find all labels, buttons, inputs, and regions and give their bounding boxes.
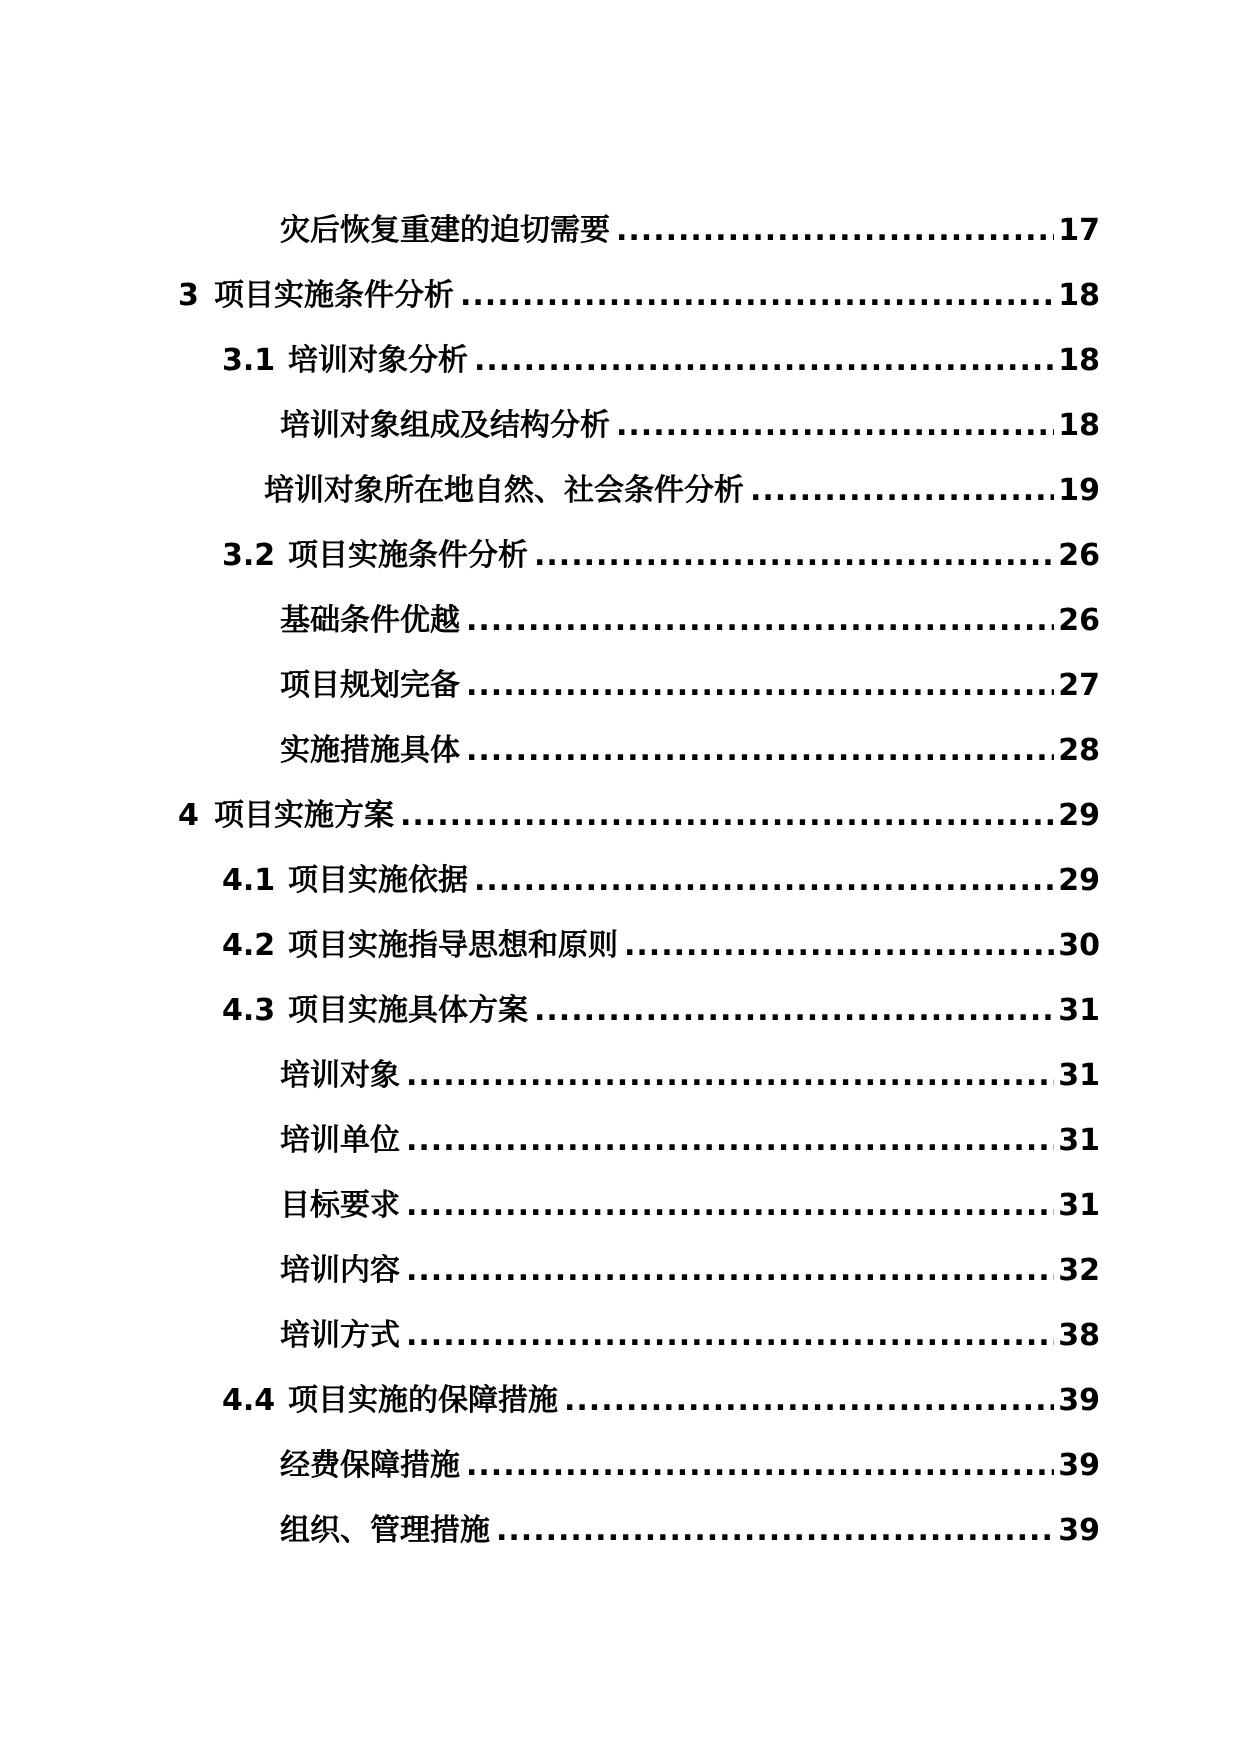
toc-leader-dots — [460, 278, 1054, 314]
toc-entry-label: 目标要求 — [280, 1188, 400, 1223]
toc-entry-label: 培训对象组成及结构分析 — [280, 408, 610, 443]
toc-page-number: 31 — [1058, 1058, 1100, 1093]
toc-page-number: 26 — [1058, 603, 1100, 638]
toc-entry[interactable] — [0, 379, 1241, 444]
toc-entry[interactable] — [0, 1289, 1241, 1354]
toc-section-number: 4.2 — [222, 928, 276, 963]
toc-page-number: 26 — [1058, 538, 1100, 573]
toc-leader-dots — [616, 213, 1054, 249]
toc-page-number: 29 — [1058, 798, 1100, 833]
toc-entry[interactable] — [0, 1159, 1241, 1224]
toc-leader-dots — [466, 1448, 1054, 1484]
toc-section-number: 3.1 — [222, 343, 276, 378]
toc-entry-label: 培训对象所在地自然、社会条件分析 — [264, 473, 744, 508]
toc-entry-label: 培训内容 — [280, 1253, 400, 1288]
toc-leader-dots — [406, 1253, 1054, 1289]
toc-leader-dots — [624, 928, 1054, 964]
toc-entry[interactable] — [0, 1029, 1241, 1094]
toc-section-number: 4 — [178, 798, 199, 833]
toc-entry[interactable] — [0, 184, 1241, 249]
table-of-contents — [0, 184, 1241, 1549]
toc-entry-label: 项目实施的保障措施 — [288, 1383, 558, 1418]
toc-entry[interactable] — [0, 964, 1241, 1029]
toc-entry-label: 培训对象分析 — [288, 343, 468, 378]
toc-entry-label: 培训单位 — [280, 1123, 400, 1158]
toc-entry-label: 培训方式 — [280, 1318, 400, 1353]
toc-entry-label: 项目实施具体方案 — [288, 993, 528, 1028]
toc-entry[interactable] — [0, 1419, 1241, 1484]
toc-leader-dots — [474, 343, 1054, 379]
toc-entry-label: 项目实施方案 — [214, 798, 394, 833]
toc-leader-dots — [534, 538, 1054, 574]
toc-page-number: 39 — [1058, 1448, 1100, 1483]
toc-leader-dots — [400, 798, 1054, 834]
toc-entry-label: 经费保障措施 — [280, 1448, 460, 1483]
toc-page-number: 27 — [1058, 668, 1100, 703]
toc-entry-label: 项目实施条件分析 — [214, 278, 454, 313]
toc-entry-label: 培训对象 — [280, 1058, 400, 1093]
toc-leader-dots — [406, 1058, 1054, 1094]
toc-page-number: 38 — [1058, 1318, 1100, 1353]
toc-page-number: 28 — [1058, 733, 1100, 768]
toc-entry[interactable] — [0, 704, 1241, 769]
toc-entry[interactable] — [0, 899, 1241, 964]
toc-leader-dots — [474, 863, 1054, 899]
toc-entry[interactable] — [0, 639, 1241, 704]
toc-page-number: 32 — [1058, 1253, 1100, 1288]
toc-page-number: 19 — [1058, 473, 1100, 508]
toc-entry[interactable] — [0, 314, 1241, 379]
toc-leader-dots — [534, 993, 1054, 1029]
toc-entry[interactable] — [0, 249, 1241, 314]
toc-entry-label: 项目规划完备 — [280, 668, 460, 703]
toc-page-number: 18 — [1058, 343, 1100, 378]
toc-entry[interactable] — [0, 1094, 1241, 1159]
toc-page-number: 30 — [1058, 928, 1100, 963]
toc-page-number: 39 — [1058, 1513, 1100, 1548]
toc-entry[interactable] — [0, 1224, 1241, 1289]
toc-page-number: 31 — [1058, 1188, 1100, 1223]
toc-leader-dots — [466, 733, 1054, 769]
toc-page-number: 39 — [1058, 1383, 1100, 1418]
toc-entry-label: 组织、管理措施 — [280, 1513, 490, 1548]
toc-page-number: 31 — [1058, 1123, 1100, 1158]
toc-entry-label: 基础条件优越 — [280, 603, 460, 638]
toc-entry[interactable] — [0, 1354, 1241, 1419]
toc-leader-dots — [564, 1383, 1054, 1419]
toc-page-number: 18 — [1058, 278, 1100, 313]
toc-leader-dots — [406, 1318, 1054, 1354]
toc-section-number: 4.4 — [222, 1383, 276, 1418]
toc-section-number: 4.1 — [222, 863, 276, 898]
toc-leader-dots — [466, 668, 1054, 704]
toc-section-number: 4.3 — [222, 993, 276, 1028]
toc-entry-label: 项目实施指导思想和原则 — [288, 928, 618, 963]
toc-leader-dots — [406, 1123, 1054, 1159]
toc-entry-label: 灾后恢复重建的迫切需要 — [280, 213, 610, 248]
toc-entry[interactable] — [0, 769, 1241, 834]
toc-leader-dots — [616, 408, 1054, 444]
toc-section-number: 3.2 — [222, 538, 276, 573]
toc-leader-dots — [496, 1513, 1054, 1549]
toc-leader-dots — [466, 603, 1054, 639]
toc-entry-label: 实施措施具体 — [280, 733, 460, 768]
toc-page-number: 31 — [1058, 993, 1100, 1028]
toc-entry[interactable] — [0, 509, 1241, 574]
toc-section-number: 3 — [178, 278, 199, 313]
toc-page-number: 18 — [1058, 408, 1100, 443]
toc-entry-label: 项目实施依据 — [288, 863, 468, 898]
toc-entry[interactable] — [0, 1484, 1241, 1549]
toc-entry[interactable] — [0, 834, 1241, 899]
toc-page-number: 29 — [1058, 863, 1100, 898]
toc-entry[interactable] — [0, 444, 1241, 509]
toc-entry[interactable] — [0, 574, 1241, 639]
toc-entry-label: 项目实施条件分析 — [288, 538, 528, 573]
toc-page-number: 17 — [1058, 213, 1100, 248]
toc-leader-dots — [750, 473, 1054, 509]
toc-leader-dots — [406, 1188, 1054, 1224]
